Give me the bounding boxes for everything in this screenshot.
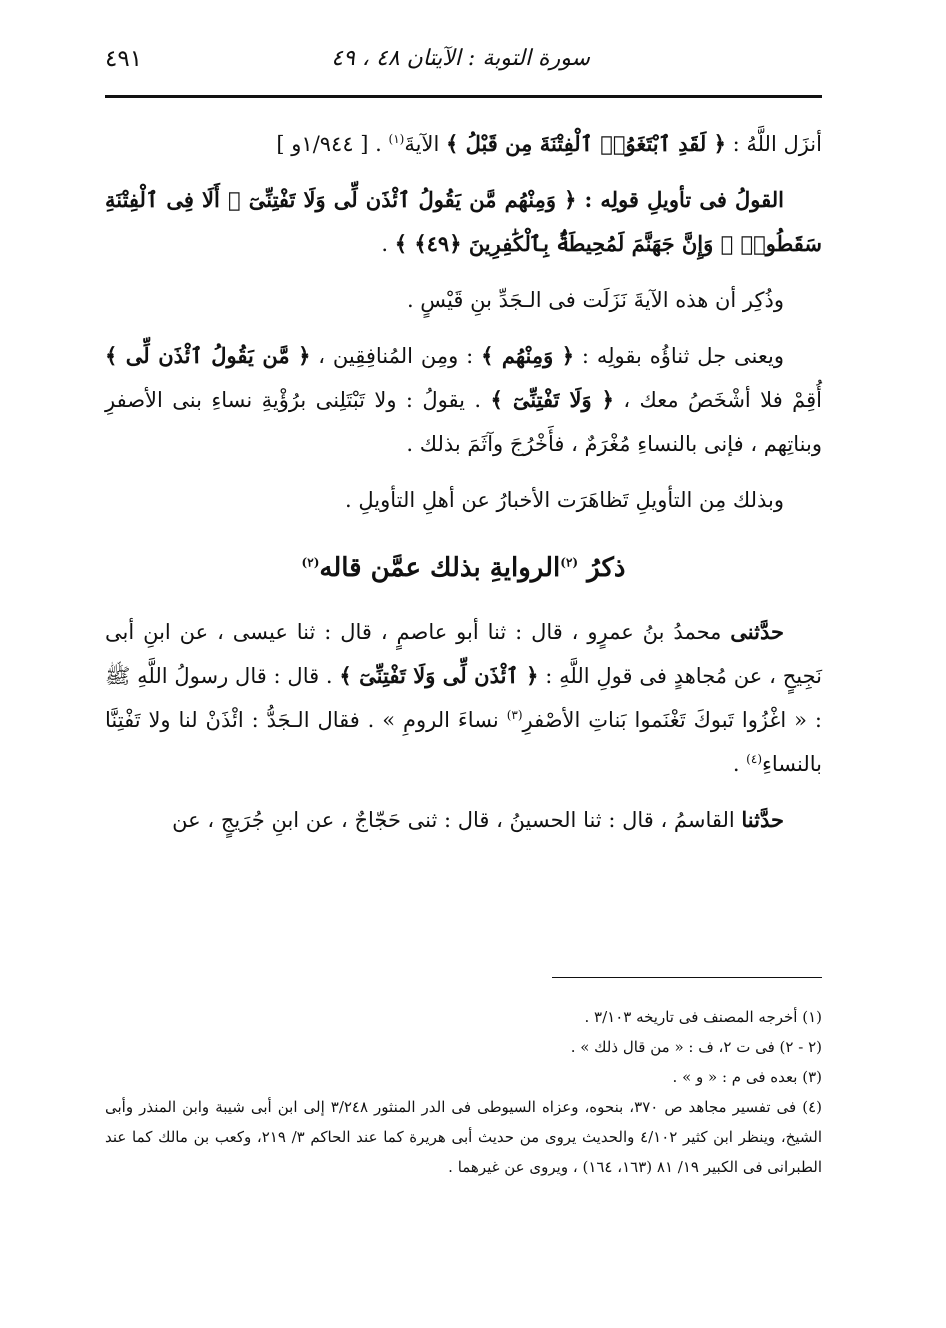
manuscript-ref: . [ ١/٩٤٤و ] xyxy=(276,132,389,156)
text: : ومِن المُنافِقِين ، xyxy=(310,344,482,368)
paragraph-narration-2 xyxy=(105,798,822,842)
text: ويعنى جل ثناؤُه بقولِه : xyxy=(574,344,784,368)
quran-quote: ﴿ وَلَا تَفْتِنِّىٓ ﴾ xyxy=(490,387,614,412)
footnote-marker: (٤) xyxy=(746,752,762,766)
quran-quote: ﴿ وَمِنْهُم ﴾ xyxy=(481,343,575,368)
page-number: ٤٩١ xyxy=(105,46,143,72)
paragraph-explanation xyxy=(105,334,822,466)
heading-text: الروايةِ بذلك عمَّن قاله xyxy=(319,553,561,583)
quran-quote: ﴿ ٱئْذَن لِّى وَلَا تَفْتِنِّىٓ ﴾ xyxy=(339,663,539,688)
heading-word: ذكرُ xyxy=(578,553,626,583)
quran-quote: ﴿ لَقَدِ ٱبْتَغَوُا۟ ٱلْفِتْنَةَ مِن قَبْلُ ﴾ xyxy=(445,131,726,156)
footnote-3: (٣) بعده فى م : « و » . xyxy=(672,1068,822,1086)
footnote-marker: (٢) xyxy=(560,555,579,570)
text: القاسمُ ، قال : ثنا الحسينُ ، قال : ثنى حَجّاجٌ ، عن ابنِ جُرَيجٍ ، عن xyxy=(172,808,742,832)
header-rule xyxy=(105,95,822,98)
text: أنزَل اللَّهُ : xyxy=(725,132,822,156)
running-title: سورة التوبة : الآيتان ٤٨ ، ٤٩ xyxy=(331,46,590,71)
paragraph-tafsir-heading xyxy=(105,178,822,266)
bold-lead: القولُ فى تأويلِ قولِه : xyxy=(576,187,784,212)
text: الآيةَ xyxy=(404,132,446,156)
paragraph-consensus: وبذلك مِن التأويلِ تَظاهَرَت الأخبارُ عن أهلِ التأويلِ . xyxy=(344,488,784,512)
bold-lead: حدَّثنا xyxy=(741,807,784,832)
footnote-marker: (١) xyxy=(388,132,405,146)
bold-lead: حدَّثنى xyxy=(730,619,784,644)
section-heading xyxy=(105,546,822,590)
text: . قال : قال رسولُ اللَّهِ ﷺ : « اغْزُوا تَبوكَ تَغْنَموا بَناتِ الأصْفرِ xyxy=(105,664,822,732)
paragraph-occasion: وذُكِر أن هذه الآيةَ نَزَلَت فى الـجَدِّ بنِ قَيْسٍ . xyxy=(406,288,784,312)
footnote-2: (٢ - ٢) فى ت ٢، ف : « من قال ذلك » . xyxy=(570,1038,822,1056)
footnote-rule xyxy=(552,977,822,978)
quran-quote: ﴿ وَمِنْهُم مَّن يَقُولُ ٱئْذَن لِّى وَلَا تَفْتِنِّىٓ ۚ أَلَا فِى ٱلْفِتْنَةِ سَقَطُوا۟ ۗ وَإِنَّ جَهَنَّمَ لَمُحِيطَةٌۢ بِٱلْكَٰفِرِينَ ﴿٤٩﴾ ﴾ xyxy=(105,187,822,256)
footnote-1: (١) أخرجه المصنف فى تاريخه ٣/١٠٣ . xyxy=(584,1008,822,1026)
text: أُقِمْ فلا أشْخَصُ معك ، xyxy=(613,388,822,412)
quran-quote: ﴿ مَّن يَقُولُ ٱئْذَن لِّى ﴾ xyxy=(105,343,311,368)
text: محمدُ بنُ عمرٍو ، قال : ثنا أبو عاصمٍ ، قال : ثنا عيسى ، عن ابنِ أبى نَجِيحٍ ، عن مُجاهدٍ فى قولِ اللَّهِ : xyxy=(105,620,822,688)
page-header xyxy=(105,40,822,84)
footnote-4: (٤) فى تفسير مجاهد ص ٣٧٠، بنحوه، وعزاه السيوطى فى الدر المنثور ٣/٢٤٨ إلى ابن أبى شيبة وابن المنذر وأبى الشيخ، وينظر ابن كثير ٤/١٠٢ والحديث يروى من حديث أبى هريرة كما عند الحاكم ٣/ ٢١٩، وكعب بن مالك كما عند الطبرانى فى الكبير ١٩/ ٨١ (١٦٣، ١٦٤) ، ويروى عن غيرهما . xyxy=(105,1098,822,1176)
text: . xyxy=(732,752,747,776)
footnote-marker: (٣) xyxy=(506,708,523,722)
text: نساءَ الرومِ » . فقال الـجَدُّ : ائْذَنْ لنا ولا تَفْتِنَّا بالنساءِ xyxy=(105,708,822,776)
footnotes xyxy=(105,1002,822,1182)
text: . يقولُ : ولا تَبْتَلِنى برُؤْيةِ نساءِ بنى الأصفرِ وبناتِهم ، فإنى بالنساءِ مُغْرَمٌ ، فأَخْرُجَ وآثَمَ بذلك . xyxy=(105,388,822,456)
main-text xyxy=(105,122,822,842)
paragraph-narration-1 xyxy=(105,610,822,786)
footnote-marker: (٢) xyxy=(301,555,320,570)
text: . xyxy=(381,232,395,256)
paragraph-revelation xyxy=(105,122,822,166)
